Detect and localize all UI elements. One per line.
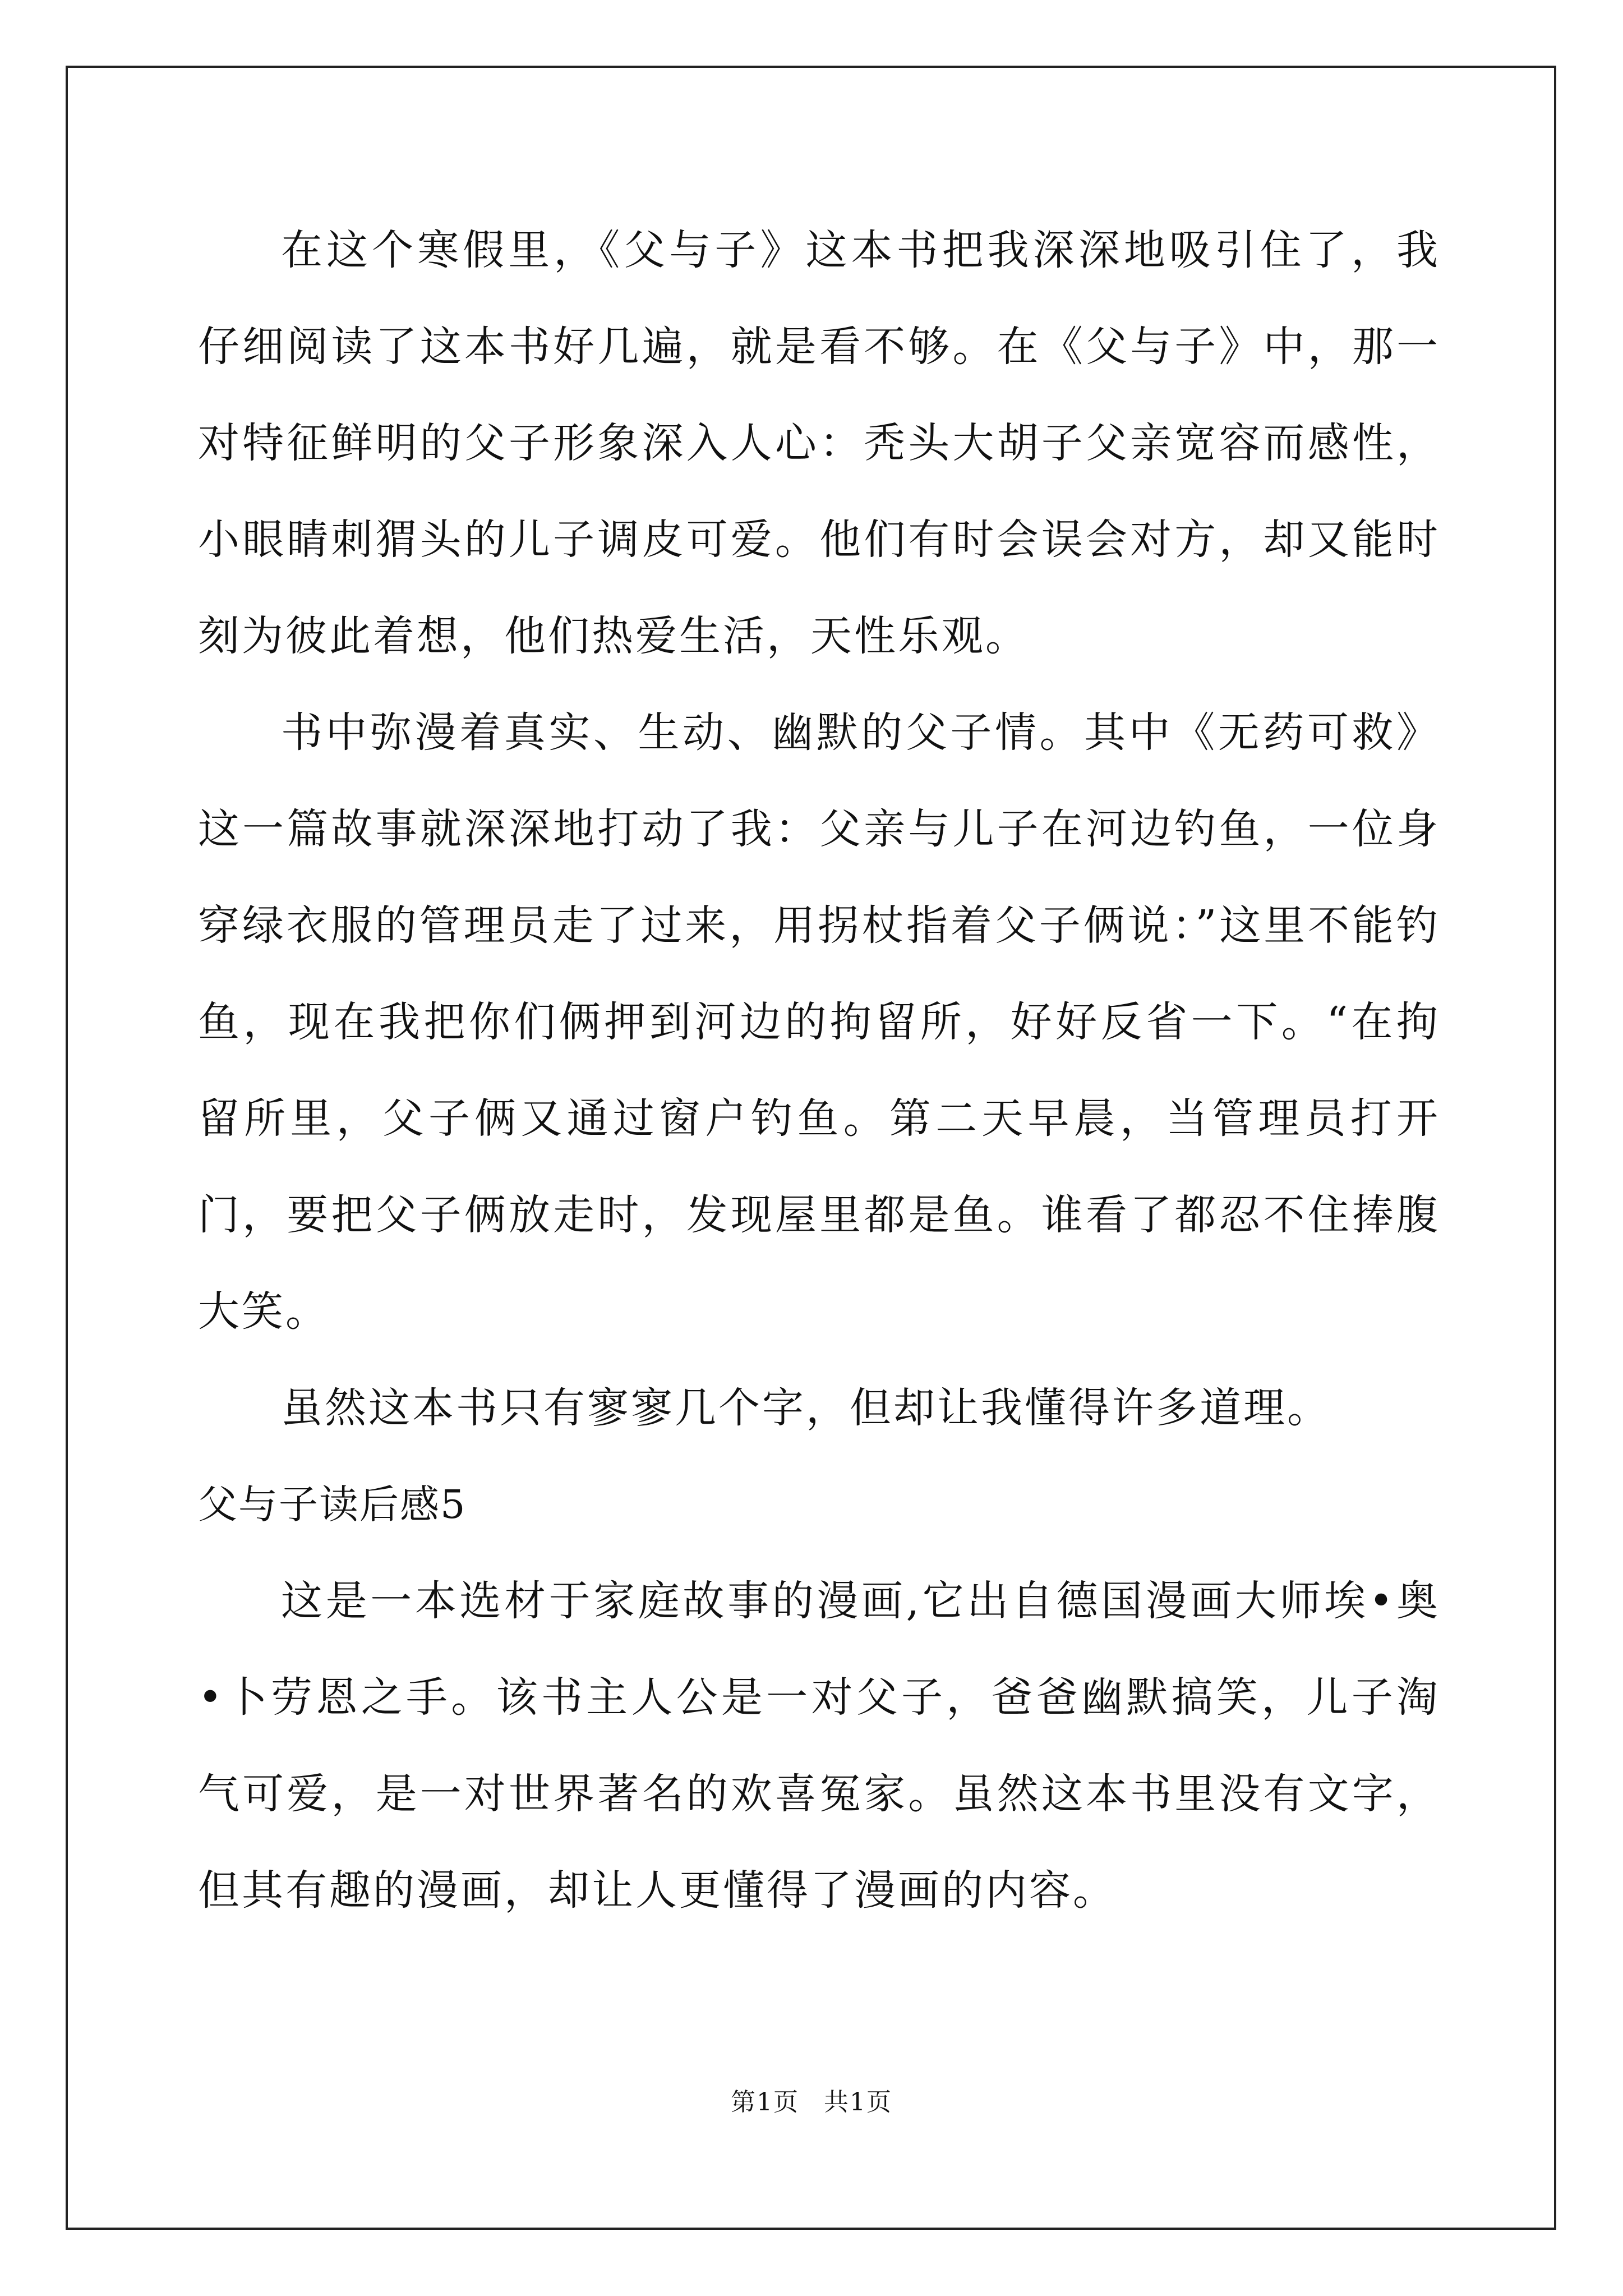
page-total: 共1页 (824, 2088, 892, 2116)
section-heading: 父与子读后感5 (198, 1481, 467, 1527)
document-body (198, 202, 1440, 1939)
page-number: 第1页 (731, 2088, 799, 2116)
page-footer (0, 2086, 1623, 2119)
paragraph-1: 在这个寒假里，《父与子》这本书把我深深地吸引住了，我仔细阅读了这本书好几遍，就是看不够。在《父与子》中，那一对特征鲜明的父子形象深入人心：秃头大胡子父亲宽容而感性，小眼睛刺猬头的儿子调皮可爱。他们有时会误会对方，却又能时刻为彼此着想，他们热爱生活，天性乐观。 (198, 226, 1440, 660)
paragraph-3: 虽然这本书只有寥寥几个字，但却让我懂得许多道理。 (281, 1384, 1331, 1432)
paragraph-2: 书中弥漫着真实、生动、幽默的父子情。其中《无药可救》这一篇故事就深深地打动了我：父亲与儿子在河边钓鱼，一位身穿绿衣服的管理员走了过来，用拐杖指着父子俩说：”这里不能钓鱼，现在我把你们俩押到河边的拘留所，好好反省一下。“在拘留所里，父子俩又通过窗户钓鱼。第二天早晨，当管理员打开门，要把父子俩放走时，发现屋里都是鱼。谁看了都忍不住捧腹大笑。 (198, 708, 1440, 1336)
paragraph-4: 这是一本选材于家庭故事的漫画,它出自德国漫画大师埃•奥•卜劳恩之手。该书主人公是一对父子，爸爸幽默搞笑，儿子淘气可爱，是一对世界著名的欢喜冤家。虽然这本书里没有文字，但其有趣的漫画，却让人更懂得了漫画的内容。 (198, 1577, 1440, 1915)
